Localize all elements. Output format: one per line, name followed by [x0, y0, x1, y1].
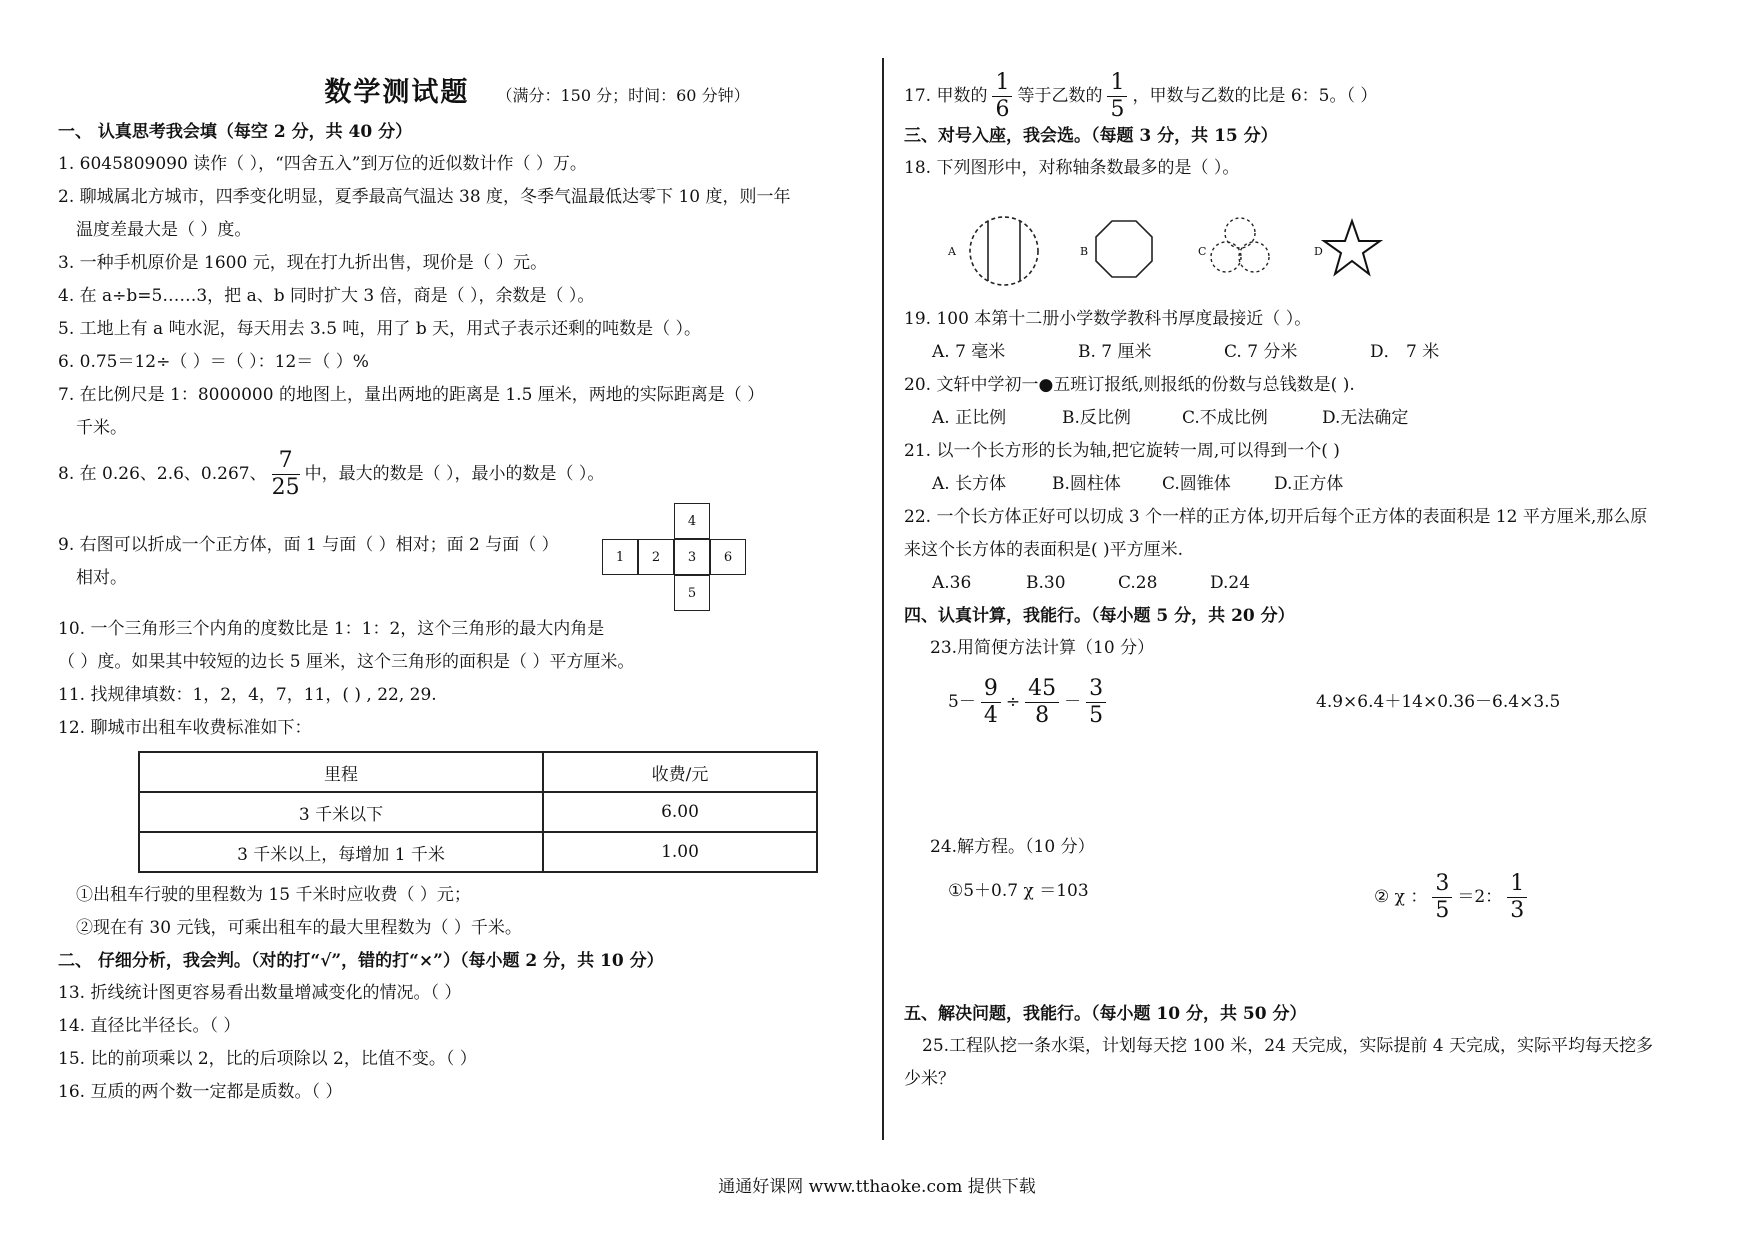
question-24: 24.解方程。（10 分）	[930, 837, 1095, 857]
question-24-equation-2	[1374, 864, 1532, 930]
column-divider	[882, 58, 884, 1140]
fraction-denominator: 5	[1110, 97, 1125, 122]
question-21-options	[904, 468, 1714, 501]
question-7	[58, 379, 866, 445]
footer-credit: 通通好课网 www.tthaoke.com 提供下载	[718, 1177, 1036, 1197]
expr-fraction-2	[1025, 676, 1059, 729]
question-18-figures-svg	[904, 185, 1424, 303]
table-cell: 1.00	[543, 832, 817, 872]
question-17-text-b: 等于乙数的	[1017, 86, 1103, 106]
question-7-line1: 7. 在比例尺是 1：8000000 的地图上，量出两地的距离是 1.5 厘米，两地的实际距离是（ ）	[58, 385, 765, 405]
option-b: B.圆柱体	[1052, 474, 1121, 494]
question-2	[58, 181, 866, 247]
question-22-line2: 来这个长方体的表面积是( )平方厘米.	[904, 540, 1184, 560]
question-18-figures	[904, 185, 1714, 303]
figure-c-three-circles-icon	[1211, 218, 1269, 272]
figure-label-b: B	[1080, 245, 1089, 258]
expr-fraction-3	[1086, 676, 1106, 729]
figure-label-c: C	[1198, 245, 1207, 258]
page-title: 数学测试题	[324, 77, 470, 108]
section-5-heading: 五、解决问题，我能行。（每小题 10 分，共 50 分）	[904, 1004, 1307, 1024]
question-11: 11. 找规律填数：1，2，4，7，11，( ) , 22, 29.	[58, 685, 437, 705]
question-2-line2: 温度差最大是（ ）度。	[76, 220, 252, 240]
expr-fraction-1	[981, 676, 1001, 729]
fraction-numerator: 1	[1107, 70, 1127, 97]
question-23-expression-1	[948, 669, 1111, 735]
figure-a-circle-icon	[970, 217, 1038, 285]
question-21: 21. 以一个长方形的长为轴,把它旋转一周,可以得到一个( )	[904, 441, 1340, 461]
option-a: A. 7 毫米	[932, 342, 1006, 362]
net-face-5: 5	[674, 575, 710, 611]
question-23: 23.用简便方法计算（10 分）	[930, 638, 1155, 658]
question-4: 4. 在 a÷b=5……3，把 a、b 同时扩大 3 倍，商是（ ），余数是（ ）。	[58, 286, 595, 306]
table-row	[139, 752, 817, 792]
fare-table	[138, 751, 818, 873]
question-24-work-space	[904, 938, 1714, 998]
question-6: 6. 0.75＝12÷（ ）＝（ ）：12＝（ ）%	[58, 352, 369, 372]
question-20-options	[904, 402, 1714, 435]
question-8-text-b: 中，最大的数是（ ），最小的数是（ ）。	[304, 464, 605, 484]
net-face-6: 6	[710, 539, 746, 575]
option-a: A. 正比例	[932, 408, 1007, 428]
question-23-work-space	[904, 739, 1714, 831]
question-9-block	[58, 503, 866, 613]
title-row	[208, 70, 866, 116]
question-25	[904, 1030, 1714, 1096]
question-24-equation-1: ①5＋0.7 χ ＝103	[948, 881, 1089, 901]
fraction-denominator: 8	[1035, 703, 1050, 728]
expr-operator: ÷	[1005, 692, 1021, 712]
figure-d-star-icon	[1324, 221, 1380, 274]
fraction-numerator: 1	[1507, 871, 1527, 898]
table-row	[139, 792, 817, 832]
option-b: B. 7 厘米	[1078, 342, 1152, 362]
question-8-fraction	[272, 448, 300, 501]
section-2-heading: 二、 仔细分析，我会判。（对的打“√”，错的打“×”）（每小题 2 分，共 10 分）	[58, 951, 664, 971]
question-17-fraction-2	[1107, 70, 1127, 123]
question-10-line2: （ ）度。如果其中较短的边长 5 厘米，这个三角形的面积是（ ）平方厘米。	[58, 652, 635, 672]
question-14: 14. 直径比半径长。（ ）	[58, 1016, 241, 1036]
question-22-line1: 22. 一个长方体正好可以切成 3 个一样的正方体,切开后每个正方体的表面积是 12 平方厘米,那么原	[904, 507, 1648, 527]
net-face-3: 3	[674, 539, 710, 575]
option-c: C.圆锥体	[1162, 474, 1231, 494]
section-3-heading: 三、对号入座，我会选。（每题 3 分，共 15 分）	[904, 126, 1278, 146]
question-12: 12. 聊城市出租车收费标准如下：	[58, 718, 312, 738]
expr-part: 5－	[948, 692, 976, 712]
option-d: D.无法确定	[1322, 408, 1409, 428]
question-10	[58, 613, 866, 679]
page-subtitle: （满分：150 分；时间：60 分钟）	[496, 86, 750, 105]
question-24-equations	[904, 864, 1714, 938]
question-1: 1. 6045809090 读作（ ），“四舍五入”到万位的近似数计作（ ）万。	[58, 154, 587, 174]
fraction-numerator: 7	[272, 448, 300, 475]
option-c: C. 7 分米	[1224, 342, 1298, 362]
question-2-line1: 2. 聊城属北方城市，四季变化明显，夏季最高气温达 38 度，冬季气温最低达零下 10 度，则一年	[58, 187, 791, 207]
option-a: A.36	[932, 573, 972, 593]
table-header-mileage: 里程	[139, 752, 543, 792]
fraction-numerator: 9	[981, 676, 1001, 703]
expr-part: ② χ ：	[1374, 887, 1428, 907]
fraction-denominator: 25	[271, 475, 300, 500]
question-10-line1: 10. 一个三角形三个内角的度数比是 1：1：2，这个三角形的最大内角是	[58, 619, 605, 639]
expr-part: ＝2：	[1457, 887, 1503, 907]
fraction-numerator: 45	[1025, 676, 1059, 703]
option-b: B.反比例	[1062, 408, 1131, 428]
fraction-denominator: 5	[1435, 898, 1450, 923]
option-b: B.30	[1026, 573, 1066, 593]
fraction-denominator: 5	[1089, 703, 1104, 728]
table-row	[139, 832, 817, 872]
expr-operator: －	[1064, 692, 1082, 712]
question-5: 5. 工地上有 a 吨水泥，每天用去 3.5 吨，用了 b 天，用式子表示还剩的吨数是（ ）。	[58, 319, 702, 339]
table-cell: 3 千米以上，每增加 1 千米	[139, 832, 543, 872]
question-23-expression-2: 4.9×6.4＋14×0.36－6.4×3.5	[1316, 692, 1561, 712]
figure-b-octagon-icon	[1096, 221, 1152, 277]
fraction-denominator: 6	[995, 97, 1010, 122]
option-d: D． 7 米	[1370, 342, 1440, 362]
fraction-numerator: 3	[1086, 676, 1106, 703]
section-4-heading: 四、认真计算，我能行。（每小题 5 分，共 20 分）	[904, 606, 1295, 626]
option-c: C.不成比例	[1182, 408, 1268, 428]
question-15: 15. 比的前项乘以 2，比的后项除以 2，比值不变。（ ）	[58, 1049, 477, 1069]
fraction-numerator: 1	[992, 70, 1012, 97]
table-cell: 6.00	[543, 792, 817, 832]
question-17-text-a: 17. 甲数的	[904, 86, 988, 106]
question-25-line1: 25.工程队挖一条水渠，计划每天挖 100 米，24 天完成，实际提前 4 天完成，实际平均每天挖多	[922, 1036, 1653, 1056]
figure-label-a: A	[948, 245, 956, 258]
option-a: A. 长方体	[932, 474, 1007, 494]
option-d: D.正方体	[1274, 474, 1344, 494]
question-16: 16. 互质的两个数一定都是质数。（ ）	[58, 1082, 343, 1102]
question-17-fraction-1	[992, 70, 1012, 123]
question-19-options	[904, 336, 1714, 369]
question-22-options	[904, 567, 1714, 600]
expr-fraction-1	[1432, 871, 1452, 924]
question-22	[904, 501, 1714, 567]
question-20: 20. 文轩中学初一●五班订报纸,则报纸的份数与总钱数是( ).	[904, 375, 1355, 395]
table-header-fee: 收费/元	[543, 752, 817, 792]
question-17	[904, 70, 1714, 120]
question-18: 18. 下列图形中，对称轴条数最多的是（ ）。	[904, 158, 1240, 178]
question-12-part-1: ①出租车行驶的里程数为 15 千米时应收费（ ）元；	[76, 885, 471, 905]
question-19: 19. 100 本第十二册小学数学教科书厚度最接近（ ）。	[904, 309, 1312, 329]
net-face-4: 4	[674, 503, 710, 539]
question-3: 3. 一种手机原价是 1600 元，现在打九折出售，现价是（ ）元。	[58, 253, 548, 273]
question-9	[58, 529, 559, 595]
question-8	[58, 445, 866, 503]
question-7-line2: 千米。	[76, 418, 127, 438]
question-8-text-a: 8. 在 0.26、2.6、0.267、	[58, 464, 267, 484]
question-9-line1: 9. 右图可以折成一个正方体，面 1 与面（ ）相对；面 2 与面（ ）	[58, 535, 559, 555]
question-25-line2: 少米？	[904, 1069, 955, 1089]
question-12-part-2: ②现在有 30 元钱，可乘出租车的最大里程数为（ ）千米。	[76, 918, 522, 938]
fraction-denominator: 3	[1510, 898, 1525, 923]
question-23-expressions	[904, 665, 1714, 739]
fraction-denominator: 4	[983, 703, 998, 728]
net-face-2: 2	[638, 539, 674, 575]
expr-fraction-2	[1507, 871, 1527, 924]
figure-label-d: D	[1314, 245, 1323, 258]
right-column	[904, 70, 1714, 1096]
question-17-text-c: ，甲数与乙数的比是 6：5。（ ）	[1132, 86, 1378, 106]
net-face-1: 1	[602, 539, 638, 575]
table-cell: 3 千米以下	[139, 792, 543, 832]
option-d: D.24	[1210, 573, 1251, 593]
question-13: 13. 折线统计图更容易看出数量增减变化的情况。（ ）	[58, 983, 462, 1003]
section-1-heading: 一、 认真思考我会填（每空 2 分，共 40 分）	[58, 122, 413, 142]
option-c: C.28	[1118, 573, 1158, 593]
question-9-line2: 相对。	[76, 568, 127, 588]
left-column	[58, 70, 866, 1109]
fraction-numerator: 3	[1432, 871, 1452, 898]
